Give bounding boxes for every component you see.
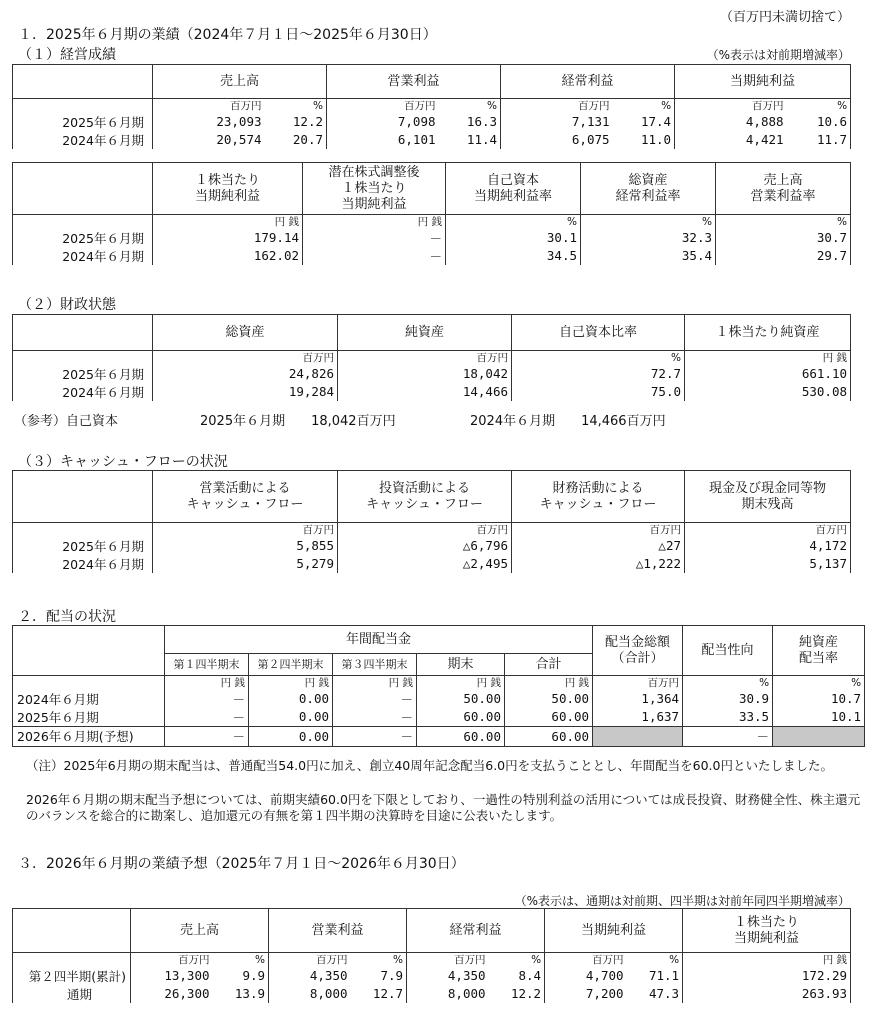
table-cell: 4,350 (407, 967, 489, 985)
table-cell: 26,300 (131, 985, 213, 1003)
table-cell: 33.5 (683, 708, 773, 727)
col-header: 潜在株式調整後 １株当たり 当期純利益 (303, 163, 446, 215)
unit-label: 百万円 (545, 953, 627, 967)
table-cell: － (165, 708, 249, 727)
unit-label: % (613, 99, 675, 113)
unit-label: % (627, 953, 683, 967)
dividend-table (12, 625, 865, 747)
table-cell: － (683, 726, 773, 746)
table-cell: － (333, 726, 417, 746)
row-label: 2025年６月期 (13, 229, 153, 247)
table-row (13, 676, 865, 690)
col-header: 営業利益 (327, 65, 501, 99)
section3-title: ３．2026年６月期の業績予想（2025年７月１日～2026年６月30日） (18, 856, 465, 872)
table-row (13, 471, 851, 523)
unit-label: % (439, 99, 501, 113)
row-label: 2024年６月期 (13, 690, 165, 708)
table-cell: 71.1 (627, 967, 683, 985)
dividend-note-1: （注）2025年6月期の期末配当は、普通配当54.0円に加え、創立40周年記念配当6.0円を支払うこととし、年間配当を60.0円といたしました。 (26, 758, 833, 773)
reference-equity-2024: 2024年６月期 14,466百万円 (470, 414, 666, 429)
section2-title: ２．配当の状況 (18, 609, 116, 625)
corner-cell (13, 163, 153, 215)
row-label: 2026年６月期(予想) (13, 726, 165, 746)
unit-label: 円 銭 (165, 676, 249, 690)
unit-label: 百万円 (327, 99, 439, 113)
table-cell: 4,350 (269, 967, 351, 985)
table-cell: 6,075 (501, 131, 613, 149)
change-rate-note: （%表示は対前期増減率） (706, 48, 850, 62)
corner-cell (13, 471, 153, 523)
unit-label: 百万円 (675, 99, 787, 113)
col-header: １株当たり純資産 (685, 315, 851, 351)
col-header: 当期純利益 (675, 65, 851, 99)
row-label: 2024年６月期 (13, 247, 153, 265)
unit-label: 円 銭 (303, 215, 446, 229)
table-cell: 1,364 (593, 690, 683, 708)
table-cell: 20,574 (153, 131, 265, 149)
table-cell: 6,101 (327, 131, 439, 149)
table-row (13, 726, 865, 746)
table-row (13, 383, 851, 401)
col-header: 自己資本 当期純利益率 (446, 163, 581, 215)
col-header: 期末 (417, 654, 505, 676)
table-cell: 172.29 (683, 967, 851, 985)
table-cell: 34.5 (446, 247, 581, 265)
table-cell: 11.7 (787, 131, 851, 149)
table-cell: 60.00 (417, 708, 505, 727)
table-cell: 9.9 (213, 967, 269, 985)
table-row (13, 113, 851, 131)
col-header: 第２四半期末 (249, 654, 333, 676)
table-cell: 661.10 (685, 365, 851, 383)
unit-label: % (446, 215, 581, 229)
table-cell: 179.14 (153, 229, 303, 247)
row-label: 第２四半期(累計) (13, 967, 131, 985)
col-header: 投資活動による キャッシュ・フロー (338, 471, 512, 523)
col-header: 売上高 (153, 65, 327, 99)
col-header: 売上高 営業利益率 (716, 163, 851, 215)
dividend-note-2: 2026年６月期の期末配当予想については、前期実績60.0円を下限としており、一過性の特別利益の活用については成長投資、財務健全性、株主還元のバランスを総合的に勘案し、追加還元の有無を第１四半期の決算時を目途に公表いたします。 (26, 792, 861, 823)
table-cell: 8,000 (269, 985, 351, 1003)
reference-equity-2025: 2025年６月期 18,042百万円 (200, 414, 396, 429)
cash-flow-table (12, 470, 851, 573)
row-label: 2025年６月期 (13, 708, 165, 727)
table-cell: 0.00 (249, 726, 333, 746)
table-cell (13, 523, 153, 537)
unit-label: 百万円 (131, 953, 213, 967)
unit-label: 円 銭 (683, 953, 851, 967)
unit-label: 円 銭 (505, 676, 593, 690)
table-cell: 14,466 (338, 383, 512, 401)
table-cell: △2,495 (338, 555, 512, 573)
table-row (13, 131, 851, 149)
col-header: 財務活動による キャッシュ・フロー (512, 471, 685, 523)
operating-results-table (12, 64, 851, 149)
col-header: 売上高 (131, 909, 269, 953)
subsection-financial-position: （２）財政状態 (18, 297, 116, 313)
unit-label: 円 銭 (153, 215, 303, 229)
table-cell (13, 676, 165, 690)
table-cell: 8.4 (489, 967, 545, 985)
reference-equity-label: （参考）自己資本 (14, 414, 119, 429)
row-label: 2025年６月期 (13, 537, 153, 555)
table-row (13, 99, 851, 113)
table-cell: － (303, 229, 446, 247)
unit-label: 百万円 (685, 523, 851, 537)
table-cell: － (165, 690, 249, 708)
table-row (13, 351, 851, 365)
table-cell: － (165, 726, 249, 746)
unit-label: 百万円 (593, 676, 683, 690)
subsection-operating-results: （１）経営成績 (18, 47, 116, 63)
table-cell: 7,131 (501, 113, 613, 131)
table-cell: 47.3 (627, 985, 683, 1003)
subsection-cash-flow: （３）キャッシュ・フローの状況 (18, 454, 228, 470)
row-label: 2025年６月期 (13, 113, 153, 131)
table-cell: 4,700 (545, 967, 627, 985)
col-header: 配当金総額 （合計） (593, 626, 683, 676)
corner-cell (13, 315, 153, 351)
unit-label: % (787, 99, 851, 113)
unit-label: % (716, 215, 851, 229)
table-row (13, 690, 865, 708)
table-cell: 7,098 (327, 113, 439, 131)
table-cell: 4,421 (675, 131, 787, 149)
col-header: 現金及び現金同等物 期末残高 (685, 471, 851, 523)
table-row (13, 65, 851, 99)
table-cell: 50.00 (505, 690, 593, 708)
table-row (13, 626, 865, 654)
table-cell: 20.7 (265, 131, 327, 149)
table-row (13, 523, 851, 537)
unit-label: 百万円 (153, 523, 338, 537)
table-cell: 16.3 (439, 113, 501, 131)
table-cell: △1,222 (512, 555, 685, 573)
unit-label: 百万円 (501, 99, 613, 113)
table-cell: 0.00 (249, 690, 333, 708)
table-cell: 60.00 (417, 726, 505, 746)
row-label: 通期 (13, 985, 131, 1003)
unit-label: % (265, 99, 327, 113)
unit-label: % (581, 215, 716, 229)
unit-label: 百万円 (512, 523, 685, 537)
unit-label: 百万円 (269, 953, 351, 967)
table-cell: 72.7 (512, 365, 685, 383)
table-cell: 530.08 (685, 383, 851, 401)
table-cell: 4,172 (685, 537, 851, 555)
table-cell: 12.2 (265, 113, 327, 131)
col-header: 営業活動による キャッシュ・フロー (153, 471, 338, 523)
unit-label: 円 銭 (333, 676, 417, 690)
table-cell: 12.2 (489, 985, 545, 1003)
table-cell: 23,093 (153, 113, 265, 131)
table-cell: 19,284 (153, 383, 338, 401)
table-row (13, 985, 851, 1003)
table-cell (13, 953, 131, 967)
table-cell: 30.7 (716, 229, 851, 247)
unit-label: 百万円 (153, 99, 265, 113)
table-cell: 24,826 (153, 365, 338, 383)
row-label: 2024年６月期 (13, 383, 153, 401)
table-cell: 13,300 (131, 967, 213, 985)
table-cell: 18,042 (338, 365, 512, 383)
group-header: 年間配当金 (165, 626, 593, 654)
col-header: 総資産 (153, 315, 338, 351)
unit-label: % (351, 953, 407, 967)
table-cell: 7,200 (545, 985, 627, 1003)
shaded-cell (593, 726, 683, 746)
table-cell: 11.4 (439, 131, 501, 149)
unit-label: 円 銭 (685, 351, 851, 365)
table-cell: 13.9 (213, 985, 269, 1003)
col-header: 第１四半期末 (165, 654, 249, 676)
table-cell: 75.0 (512, 383, 685, 401)
table-cell: 60.00 (505, 726, 593, 746)
table-cell: 7.9 (351, 967, 407, 985)
table-cell: 8,000 (407, 985, 489, 1003)
table-row (13, 365, 851, 383)
table-cell: 162.02 (153, 247, 303, 265)
shaded-cell (773, 726, 865, 746)
table-cell: 60.00 (505, 708, 593, 727)
col-header: 経常利益 (501, 65, 675, 99)
col-header: 純資産 配当率 (773, 626, 865, 676)
col-header: １株当たり 当期純利益 (683, 909, 851, 953)
table-cell: 32.3 (581, 229, 716, 247)
col-header: １株当たり 当期純利益 (153, 163, 303, 215)
unit-label: % (213, 953, 269, 967)
financial-position-table (12, 314, 851, 401)
row-label: 2024年６月期 (13, 555, 153, 573)
table-cell: － (333, 708, 417, 727)
table-cell: 1,637 (593, 708, 683, 727)
table-cell: 10.1 (773, 708, 865, 727)
table-cell (13, 215, 153, 229)
table-cell: 10.7 (773, 690, 865, 708)
table-cell: 30.9 (683, 690, 773, 708)
section1-title: １．2025年６月期の業績（2024年７月１日～2025年６月30日） (18, 27, 437, 43)
table-cell: 11.0 (613, 131, 675, 149)
forecast-change-note: （%表示は、通期は対前期、四半期は対前年同四半期増減率） (514, 894, 850, 908)
per-share-ratio-table (12, 162, 851, 265)
table-cell: 5,279 (153, 555, 338, 573)
table-cell: 10.6 (787, 113, 851, 131)
table-cell: 0.00 (249, 708, 333, 727)
col-header: 自己資本比率 (512, 315, 685, 351)
unit-label: % (489, 953, 545, 967)
col-header: 営業利益 (269, 909, 407, 953)
table-cell: 263.93 (683, 985, 851, 1003)
row-label: 2024年６月期 (13, 131, 153, 149)
table-row (13, 163, 851, 215)
table-cell: △27 (512, 537, 685, 555)
unit-label: % (683, 676, 773, 690)
table-row (13, 229, 851, 247)
table-cell: 5,137 (685, 555, 851, 573)
col-header: 総資産 経常利益率 (581, 163, 716, 215)
table-cell: － (333, 690, 417, 708)
unit-label: 百万円 (338, 351, 512, 365)
forecast-table (12, 908, 851, 1003)
col-header: 当期純利益 (545, 909, 683, 953)
table-cell: 29.7 (716, 247, 851, 265)
table-row (13, 555, 851, 573)
table-row (13, 537, 851, 555)
unit-label: 百万円 (338, 523, 512, 537)
row-label: 2025年６月期 (13, 365, 153, 383)
corner-cell (13, 626, 165, 676)
table-cell: 12.7 (351, 985, 407, 1003)
col-header: 第３四半期末 (333, 654, 417, 676)
col-header: 合計 (505, 654, 593, 676)
table-cell: 17.4 (613, 113, 675, 131)
unit-note: （百万円未満切捨て） (719, 10, 850, 25)
table-cell: 35.4 (581, 247, 716, 265)
table-cell: △6,796 (338, 537, 512, 555)
table-cell: 4,888 (675, 113, 787, 131)
table-row (13, 315, 851, 351)
unit-label: 百万円 (153, 351, 338, 365)
corner-cell (13, 65, 153, 99)
unit-label: 円 銭 (417, 676, 505, 690)
table-cell: 50.00 (417, 690, 505, 708)
table-row (13, 247, 851, 265)
table-cell: 5,855 (153, 537, 338, 555)
table-cell (13, 99, 153, 113)
unit-label: 円 銭 (249, 676, 333, 690)
col-header: 経常利益 (407, 909, 545, 953)
unit-label: % (512, 351, 685, 365)
table-row (13, 953, 851, 967)
table-cell (13, 351, 153, 365)
col-header: 配当性向 (683, 626, 773, 676)
table-cell: － (303, 247, 446, 265)
table-row (13, 215, 851, 229)
table-row (13, 708, 865, 727)
unit-label: 百万円 (407, 953, 489, 967)
unit-label: % (773, 676, 865, 690)
table-row (13, 967, 851, 985)
table-row (13, 909, 851, 953)
col-header: 純資産 (338, 315, 512, 351)
table-cell: 30.1 (446, 229, 581, 247)
corner-cell (13, 909, 131, 953)
